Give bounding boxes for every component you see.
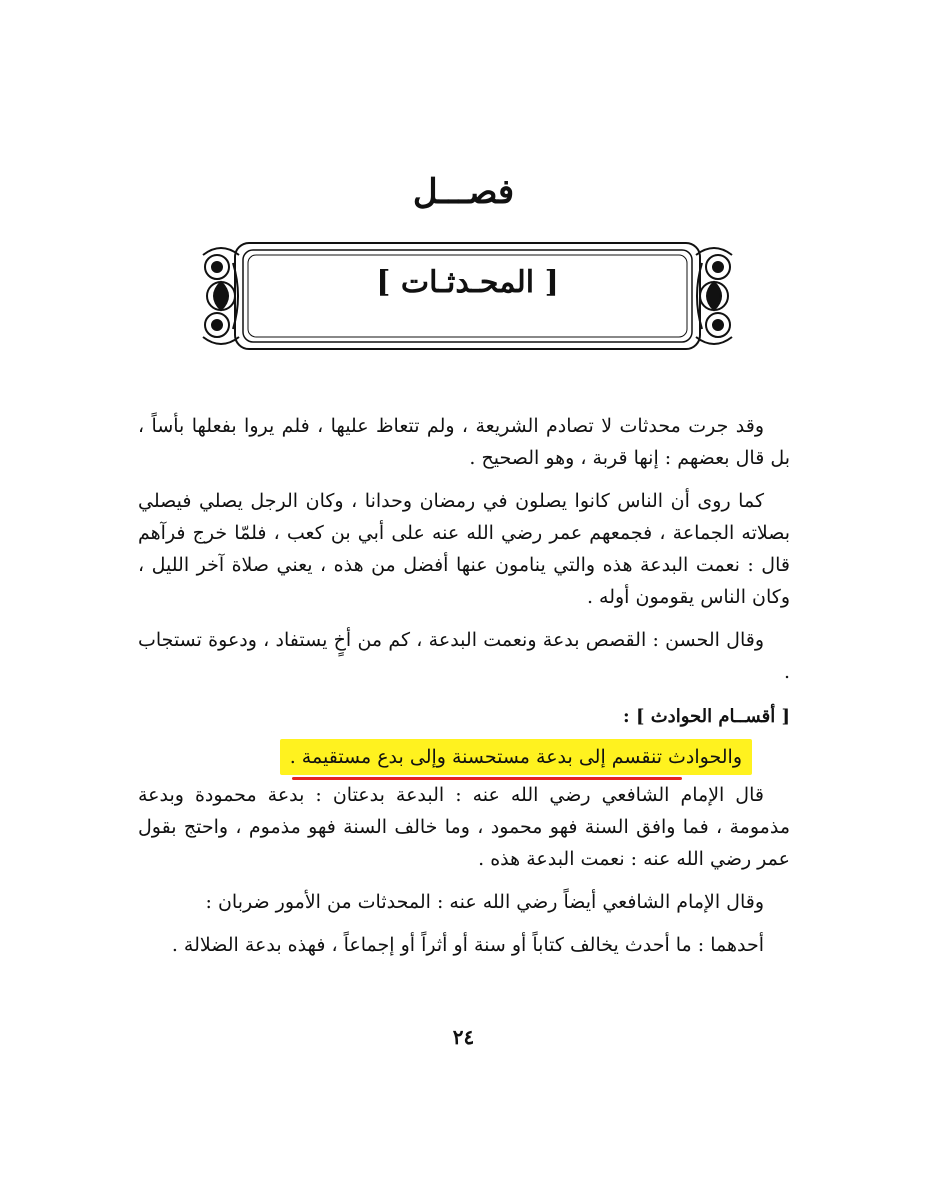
paragraph: قال الإمام الشافعي رضي الله عنه : البدعة بدعتان : بدعة محمودة وبدعة مذمومة ، فما وافق السنة فهو محمود ، وما خالف السنة فهو مذموم ، واحتج بقول عمر رضي الله عنه : نعمت البدعة هذه . <box>138 784 790 870</box>
paragraph: كما روى أن الناس كانوا يصلون في رمضان وحدانا ، وكان الرجل يصلي فيصلي بصلاته الجماعة ، فجمعهم عمر رضي الله عنه على أبي بن كعب ، فلمّا خرج فرآهم قال : نعمت البدعة هذه والتي ينامون عنها أفضل من هذه ، يعني صلاة آخر الليل ، وكان الناس يقومون أوله . <box>138 490 790 608</box>
paragraph: وقال الإمام الشافعي أيضاً رضي الله عنه : المحدثات من الأمور ضربان : <box>205 891 764 913</box>
paragraph: وقد جرت محدثات لا تصادم الشريعة ، ولم تتعاظ عليها ، فلم يروا بفعلها بأساً ، بل قال بعضهم : إنها قربة ، وهو الصحيح . <box>138 415 790 469</box>
ornamental-frame <box>195 237 740 355</box>
highlighted-sentence-row <box>138 739 790 775</box>
body-text <box>138 410 790 961</box>
red-underline <box>292 777 682 780</box>
paragraph: أحدهما : ما أحدث يخالف كتاباً أو سنة أو أثراً أو إجماعاً ، فهذه بدعة الضلالة . <box>171 934 764 956</box>
highlighted-sentence <box>280 739 752 775</box>
paragraph: وقال الحسن : القصص بدعة ونعمت البدعة ، كم من أخٍ يستفاد ، ودعوة تستجاب . <box>138 629 790 683</box>
section-heading: [ أقســام الحوادث ] : <box>623 706 790 727</box>
page-number: ٢٤ <box>452 1025 475 1049</box>
section-title: [ المحـدثـات ] <box>376 265 559 300</box>
highlighted-text: والحوادث تنقسم إلى بدعة مستحسنة وإلى بدع مستقيمة . <box>289 746 742 768</box>
chapter-title: فصـــل <box>412 172 515 212</box>
